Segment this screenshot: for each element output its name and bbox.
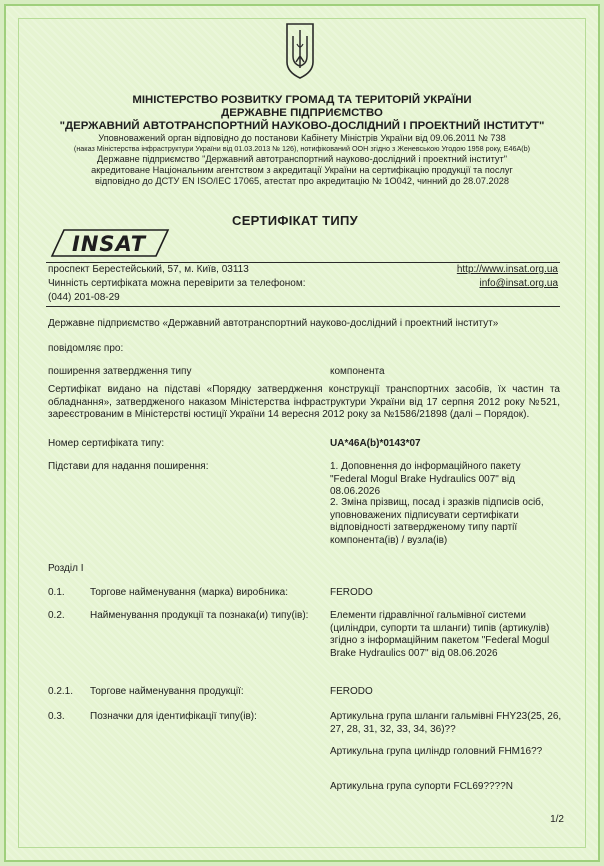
extension-label: поширення затвердження типу — [48, 366, 192, 377]
address: проспект Берестейський, 57, м. Київ, 03113 — [48, 264, 249, 275]
insat-logo — [48, 226, 170, 258]
row-value: Артикульна група шланги гальмівні FHY23(25, 26, 27, 28, 31, 32, 33, 34, 36)?? — [330, 711, 562, 735]
row-value: FERODO — [330, 686, 373, 697]
institute-line: Державне підприємство "Державний автотранспортний науково-дослідний і проектний інститут" — [97, 154, 507, 164]
certificate-title: СЕРТИФІКАТ ТИПУ — [232, 213, 358, 228]
identification-group-calipers: Артикульна група супорти FCL69????N — [330, 781, 513, 792]
section-title: Розділ I — [48, 563, 84, 574]
accreditation-line: акредитоване Національним агентством з акредитації України на сертифікацію продукції та послуг — [91, 165, 513, 175]
row-label: Найменування продукції та познака(и) типу(ів): — [90, 610, 309, 621]
notification-line: (наказ Міністерства інфраструктури України від 01.03.2013 № 126), нотифікований ООН згідно з Женевською Угодою 1958 року, E46A(b) — [73, 144, 531, 153]
phone-number: (044) 201-08-29 — [48, 292, 120, 303]
top-divider — [46, 262, 560, 263]
row-value: FERODO — [330, 587, 373, 598]
check-note: Чинність сертифіката можна перевірити за телефоном: — [48, 278, 306, 289]
svg-text:INSAT: INSAT — [72, 232, 147, 256]
row-label: Позначки для ідентифікації типу(ів): — [90, 711, 257, 722]
notifies-text: повідомляє про: — [48, 343, 124, 354]
website-link[interactable]: http://www.insat.org.ua — [456, 264, 558, 275]
institute-title: "ДЕРЖАВНИЙ АВТОТРАНСПОРТНИЙ НАУКОВО-ДОСЛІДНИЙ І ПРОЕКТНИЙ ІНСТИТУТ" — [59, 120, 545, 132]
row-label: Торгове найменування (марка) виробника: — [90, 587, 288, 598]
row-number: 0.1. — [48, 587, 65, 598]
trident-emblem-icon — [284, 22, 316, 80]
email-link[interactable]: info@insat.org.ua — [479, 278, 558, 289]
row-number: 0.3. — [48, 711, 65, 722]
row-number: 0.2.1. — [48, 686, 74, 697]
grounds-item-2: 2. Зміна прізвищ, посад і зразків підписів осіб, уповноважених підписувати сертифікати відповідності затвердженому типу партії компонента(ів) / вузла(ів) — [330, 497, 544, 546]
cert-number-label: Номер сертифіката типу: — [48, 438, 165, 449]
grounds-item-1: 1. Доповнення до інформаційного пакету "Federal Mogul Brake Hydraulics 007" від 08.06.2026 — [330, 461, 521, 497]
extension-value: компонента — [330, 366, 385, 377]
row-label: Торгове найменування продукції: — [90, 686, 244, 697]
accreditation-cert-line: відповідно до ДСТУ EN ISO/IEC 17065, атестат про акредитацію № 1О042, чинний до 28.07.2028 — [94, 176, 509, 186]
basis-paragraph: Сертифікат видано на підставі «Порядку затвердження конструкції транспортних засобів, їх частин та обладнання», затвердженого наказом Міністерства інфраструктури України від 17 серпня 2012 року №521, зареєстрованим в Міністерстві юстиції України 14 вересня 2012 року за №1586/21898 (далі – Порядок). — [48, 384, 560, 420]
bottom-divider — [46, 306, 560, 307]
row-number: 0.2. — [48, 610, 65, 621]
enterprise-title: ДЕРЖАВНЕ ПІДПРИЄМСТВО — [221, 107, 383, 119]
identification-group-cylinder: Артикульна група циліндр головний FHM16?? — [330, 746, 543, 757]
cert-number-value: UA*46A(b)*0143*07 — [330, 438, 421, 449]
issuer-text: Державне підприємство «Державний автотранспортний науково-дослідний і проектний інститут» — [48, 318, 499, 329]
row-value: Елементи гідравлічної гальмівної системи (циліндри, супорти та шланги) типів (артикулів) згідно з інформаційним пакетом "Federal Mogul Brake Hydraulics 007" від 08.06.2026 — [330, 610, 550, 659]
ministry-title: МІНІСТЕРСТВО РОЗВИТКУ ГРОМАД ТА ТЕРИТОРІЙ УКРАЇНИ — [132, 94, 472, 106]
grounds-label: Підстави для надання поширення: — [48, 461, 209, 472]
page-number: 1/2 — [550, 814, 564, 825]
authority-line: Уповноважений орган відповідно до постанови Кабінету Міністрів України від 09.06.2011 № 738 — [98, 133, 506, 143]
